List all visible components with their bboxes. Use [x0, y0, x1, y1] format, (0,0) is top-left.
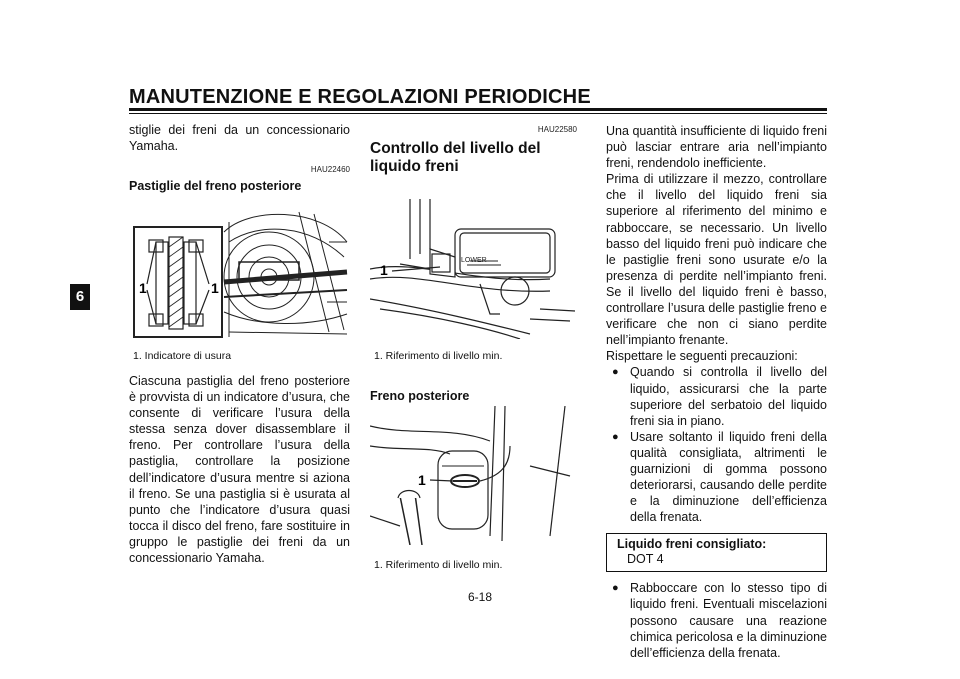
page-number: 6-18	[467, 590, 493, 604]
section-heading: Controllo del livello del liquido freni	[370, 140, 541, 176]
section-code: HAU22460	[310, 165, 350, 175]
body-text: Una quantità insufficiente di liquido freni può lasciar entrare aria nell’impianto freni, rendendolo inefficiente.	[606, 124, 827, 171]
figure-caption: 1. Indicatore di usura	[133, 350, 232, 362]
front-brake-heading: Freno anteriore	[370, 199, 462, 214]
list-item-text: Quando si controlla il livello del liquido, assicurarsi che la parte superiore del serbatoio del liquido freni sia in piano.	[630, 365, 827, 428]
precautions-intro: Rispettare le seguenti precauzioni:	[606, 349, 798, 364]
front-brake-reservoir-figure	[370, 199, 577, 339]
intro-text: stiglie dei freni da un concessionario Yamaha.	[129, 123, 350, 154]
callout: 1	[380, 262, 388, 278]
bullet-icon: ●	[612, 430, 619, 443]
callout-right: 1	[211, 280, 219, 296]
body-text: Ciascuna pastiglia del freno posteriore è provvista di un indicatore d’usura, che consente di verificare l’usura della stessa senza dover disassemblare il freno. Per controllare l’usura della pastiglia, controllare la posizione dell’indicatore d’usura mentre si aziona il freno. Se una pastiglia si è usurata al punto che l’indicatore d’usura quasi tocca il disco del freno, fare sostituire in gruppo le pastiglie dei freni da un concessionario Yamaha.	[129, 374, 350, 566]
header-rule-thin	[129, 113, 827, 114]
body-text-2: Prima di utilizzare il mezzo, controllare che il livello del liquido freni sia superiore al riferimento del minimo e rabboccare, se necessario. Un livello basso del liquido freni può indicare che le pastiglie freni sono usurate e/o la presenza di perdite nell’impianto freni. Se il livello del liquido freni è basso, controllare l’usura delle pastiglie freno e verificare che non ci siano perdite nell’impianto frenante.	[606, 172, 827, 348]
bullet-icon: ●	[612, 366, 619, 379]
spec-box	[606, 533, 827, 572]
list-item-text: Usare soltanto il liquido freni della qualità consigliata, altrimenti le guarnizioni di gomma possono deteriorarsi, causando delle perdite e la diminuzione dell’efficienza della frenata.	[630, 429, 827, 525]
list-item	[606, 429, 827, 526]
list-item	[606, 364, 827, 428]
lower-label: LOWER	[461, 257, 487, 264]
column-1	[129, 122, 350, 194]
section-heading: Pastiglie del freno posteriore	[129, 179, 302, 194]
header-rule	[129, 108, 827, 111]
figure-caption: 1. Riferimento di livello min.	[374, 350, 503, 362]
rear-brake-reservoir-figure	[370, 406, 577, 545]
section-code: HAU22580	[537, 125, 577, 134]
spec-value: DOT 4	[627, 552, 664, 567]
list-item-text: Rabboccare con lo stesso tipo di liquido freni. Eventuali miscelazioni possono causare una reazione chimica pericolosa e la diminuzione dell’efficienza della frenata.	[630, 581, 827, 660]
rear-brake-pads-figure	[129, 202, 350, 341]
spec-label: Liquido freni consigliato:	[617, 537, 767, 552]
chapter-tab: 6	[70, 284, 90, 310]
callout-left: 1	[139, 280, 147, 296]
callout: 1	[418, 472, 426, 488]
column-3	[606, 123, 827, 661]
figure-caption: 1. Riferimento di livello min.	[374, 559, 503, 571]
rear-brake-heading: Freno posteriore	[370, 389, 470, 403]
page-title: MANUTENZIONE E REGOLAZIONI PERIODICHE	[129, 86, 591, 108]
bullet-icon: ●	[612, 582, 619, 595]
